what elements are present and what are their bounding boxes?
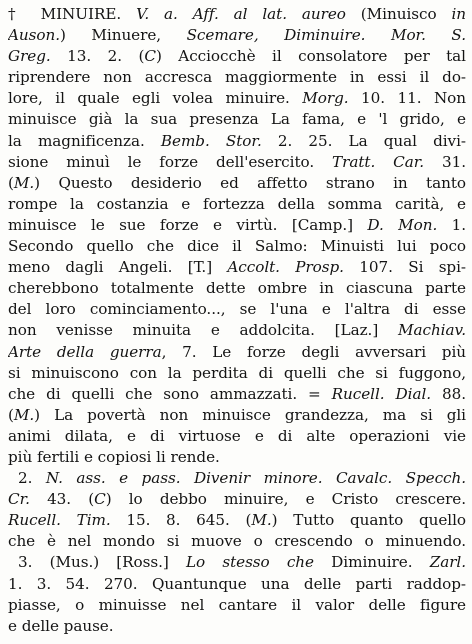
- text-segment: 2. 25. La qual divi-: [261, 131, 466, 150]
- text-line: [8, 278, 466, 299]
- text-segment: 13. 2. (: [50, 47, 145, 66]
- text-segment: ) Questo desiderio ed affetto strano in tanto: [34, 173, 466, 192]
- text-line: [8, 46, 466, 67]
- text-segment: , 7. Le forze degli avversari più: [161, 342, 466, 361]
- text-segment: riprendere non accresca maggiormente in essi il do-: [8, 68, 466, 87]
- italic-text: Zarl.: [429, 553, 466, 572]
- text-segment: rompe la costanzia e fortezza della somma carità, e: [8, 194, 466, 213]
- text-line: [8, 384, 466, 405]
- text-segment: 1. 3. 54. 270. Quantunque una delle parti raddop-: [8, 574, 466, 593]
- dictionary-entry-minuire: [8, 4, 466, 637]
- text-segment: la magnificenza.: [8, 131, 161, 150]
- headword: MINUIRE: [40, 5, 117, 23]
- italic-text: Arte della guerra: [8, 342, 162, 361]
- text-line: [8, 552, 466, 573]
- text-line: [8, 152, 466, 173]
- text-segment: non venisse minuita e addolcita. [Laz.]: [8, 321, 398, 340]
- text-segment: ) Minuere,: [60, 26, 187, 45]
- text-line: [8, 257, 466, 278]
- text-segment: 107. Si spi-: [343, 258, 466, 277]
- text-line: [8, 173, 466, 194]
- text-segment: (: [8, 173, 14, 192]
- text-line: [8, 405, 466, 426]
- text-segment: Secondo quello che dice il Salmo: Minuisti lui poco: [8, 237, 466, 256]
- text-line: [8, 88, 466, 109]
- italic-text: Scemare, Diminuire. Mor. S.: [186, 26, 466, 45]
- text-segment: minuisce le sue forze e virtù. [Camp.]: [8, 215, 368, 234]
- text-line: [8, 299, 466, 320]
- text-segment: ) La povertà non minuisce grandezza, ma si gli: [34, 405, 466, 424]
- text-segment: †: [8, 5, 41, 23]
- text-line: [8, 4, 466, 25]
- text-segment: (: [8, 405, 14, 424]
- text-line: [8, 595, 466, 616]
- italic-text: Auson.: [8, 26, 60, 45]
- text-segment: minuisce già la sua presenza La fama, e 'l grido, e: [8, 110, 466, 129]
- text-segment: cherebbono totalmente dette ombre in ciascuna parte: [8, 279, 466, 298]
- text-segment: 43. (: [29, 490, 95, 509]
- italic-text: N. ass. e pass. Divenir minore. Cavalc. Specch.: [45, 469, 466, 488]
- text-segment: 10. 11. Non: [348, 89, 466, 108]
- text-segment: più fertili e copiosi li rende.: [8, 447, 220, 466]
- italic-text: V. a. Aff. al lat. aureo: [136, 5, 346, 23]
- text-line: [8, 426, 466, 447]
- text-segment: ) Tutto quanto quello: [271, 511, 466, 530]
- text-line: [8, 25, 466, 46]
- text-segment: 15. 8. 645. (: [110, 511, 252, 530]
- text-segment: .: [116, 5, 137, 23]
- text-line: [8, 574, 466, 595]
- text-line: [8, 320, 466, 341]
- italic-text: C: [94, 490, 106, 509]
- text-segment: lore, il quale egli volea minuire.: [8, 89, 303, 108]
- text-segment: del loro cominciamento..., se l'una e l'altra di esse: [8, 300, 466, 319]
- text-segment: sione minuì le forze dell'esercito.: [8, 152, 333, 171]
- text-line: [8, 194, 466, 215]
- italic-text: D. Mon.: [367, 215, 438, 234]
- text-line: [8, 131, 466, 152]
- italic-text: Lo stesso che: [186, 553, 314, 572]
- text-segment: animi dilata, e di virtuose e di alte operazioni vie: [8, 426, 466, 445]
- italic-text: Greg.: [8, 47, 51, 66]
- text-segment: si minuiscono con la perdita di quelli che si fuggono,: [8, 363, 466, 382]
- italic-text: Tratt. Car.: [332, 152, 425, 171]
- text-segment: che è nel mondo si muove o crescendo o minuendo.: [8, 532, 466, 551]
- text-line: [8, 215, 466, 236]
- italic-text: M.: [13, 405, 35, 424]
- italic-text: C: [144, 47, 156, 66]
- text-line: [8, 489, 466, 510]
- text-line: [8, 363, 466, 384]
- text-line: [8, 447, 466, 468]
- text-segment: piasse, o minuisse nel cantare il valor delle figure: [8, 595, 466, 614]
- italic-text: Accolt. Prosp.: [227, 258, 344, 277]
- text-segment: e delle pause.: [8, 616, 114, 635]
- italic-text: Rucell. Tim.: [8, 511, 111, 530]
- italic-text: Bemb. Stor.: [160, 131, 262, 150]
- text-segment: ) Acciocchè il consolatore per tal: [155, 47, 466, 66]
- text-segment: 31.: [424, 152, 466, 171]
- text-line: [8, 468, 466, 489]
- text-segment: Diminuire.: [313, 553, 430, 572]
- italic-text: M.: [13, 173, 35, 192]
- text-line: [8, 616, 466, 637]
- italic-text: Rucell. Dial.: [331, 384, 432, 403]
- text-line: [8, 342, 466, 363]
- text-line: [8, 510, 466, 531]
- text-line: [8, 531, 466, 552]
- italic-text: Machiav.: [397, 321, 466, 340]
- text-segment: ) lo debbo minuire, e Cristo crescere.: [105, 490, 466, 509]
- text-segment: 3. (Mus.) [Ross.]: [18, 553, 186, 572]
- italic-text: Cr.: [8, 490, 30, 509]
- text-segment: 88.: [431, 384, 466, 403]
- text-segment: 1.: [437, 215, 466, 234]
- italic-text: in: [451, 5, 466, 23]
- text-line: [8, 67, 466, 88]
- italic-text: Morg.: [302, 89, 349, 108]
- text-segment: che di quelli che sono ammazzati. =: [8, 384, 332, 403]
- text-line: [8, 109, 466, 130]
- text-segment: 2.: [18, 469, 46, 488]
- text-segment: meno dagli Angeli. [T.]: [8, 258, 228, 277]
- italic-text: M.: [251, 511, 272, 530]
- text-segment: (Minuisco: [345, 5, 452, 23]
- text-line: [8, 236, 466, 257]
